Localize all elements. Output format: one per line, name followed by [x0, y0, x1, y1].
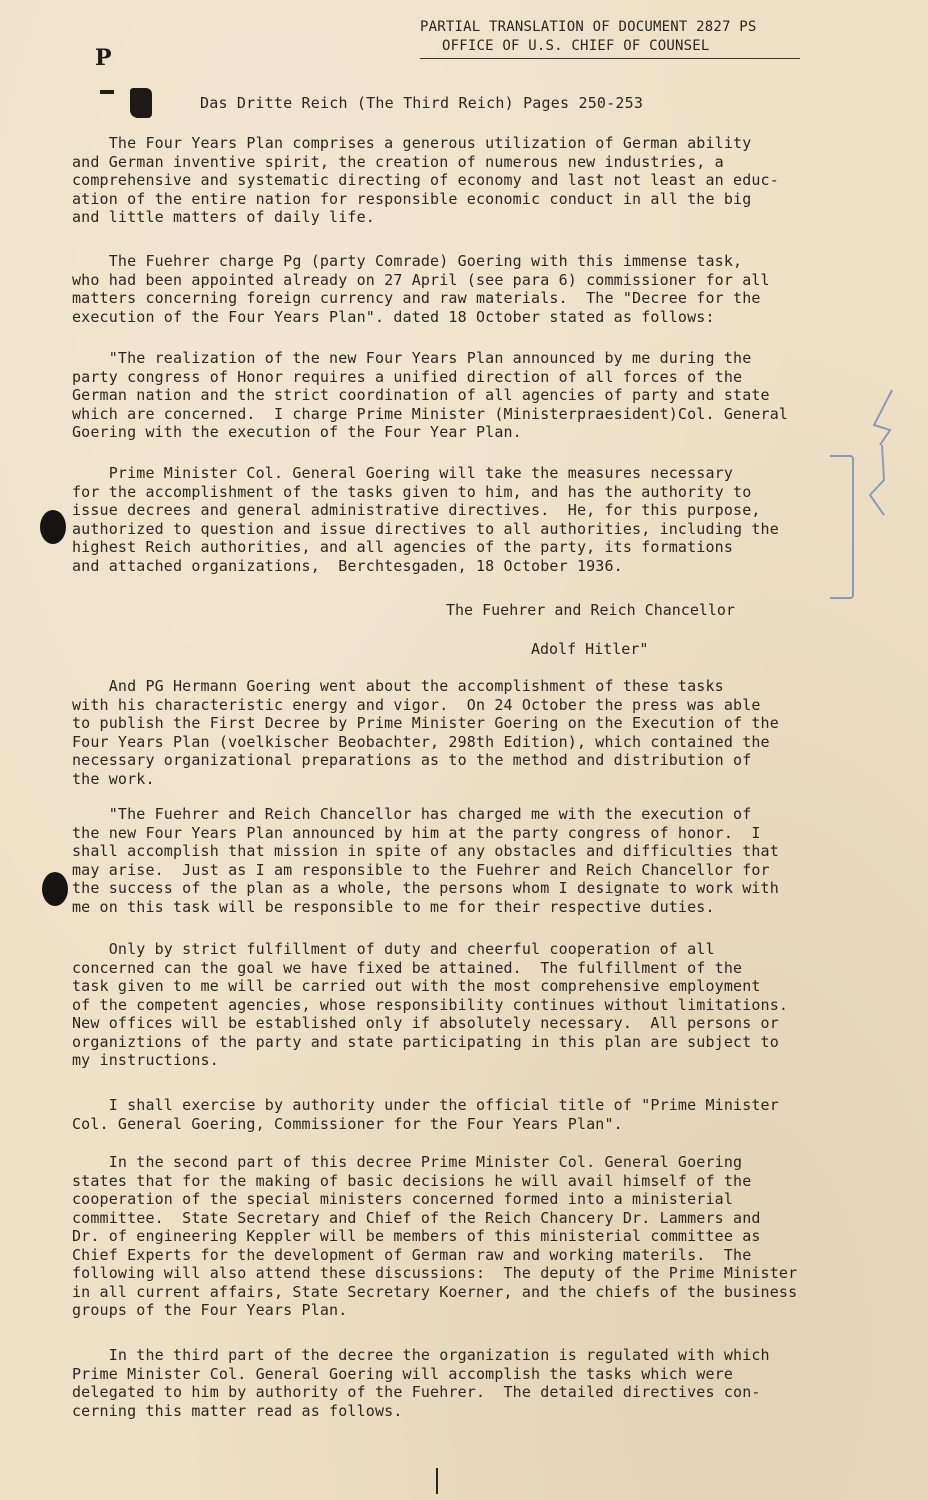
paragraph-8	[72, 1096, 832, 1133]
paragraph-9	[72, 1153, 832, 1320]
handwritten-mark: P	[95, 45, 112, 71]
paragraph-text: Prime Minister Col. General Goering will take the measures necessary for the accomplishment of the tasks given to him, and has the authority to issue decrees and general administrative directives. He, for this purpose, authorized to question and issue directives to all authorities, including the highest Reich authorities, and all agencies of the party, its formations and attached organizations, Berchtesgaden, 18 October 1936.	[72, 464, 779, 575]
paragraph-text: Only by strict fulfillment of duty and cheerful cooperation of all concerned can the goal we have fixed be attained. The fulfillment of the task given to me will be carried out with the most comprehensive employment of the competent agencies, whose responsibility continues without limitations. New offices will be established only if absolutely necessary. All persons or organiztions of the party and state participating in this plan are subject to my instructions.	[72, 940, 789, 1069]
punch-hole-top	[40, 510, 66, 544]
document-header	[420, 18, 800, 56]
paragraph-2	[72, 252, 832, 326]
paragraph-text: I shall exercise by authority under the official title of "Prime Minister Col. General Goering, Commissioner for the Four Years Plan".	[72, 1096, 779, 1133]
paragraph-text: "The Fuehrer and Reich Chancellor has charged me with the execution of the new Four Years Plan announced by him at the party congress of honor. I shall accomplish that mission in spite of any obstacles and difficulties that may arise. Just as I am responsible to the Fuehrer and Reich Chancellor for the success of the plan as a whole, the persons whom I designate to work with me on this task will be responsible to me for their respective duties.	[72, 805, 779, 916]
signature-name: Adolf Hitler"	[531, 640, 649, 658]
paragraph-text: "The realization of the new Four Years Plan announced by me during the party congress of Honor requires a unified direction of all forces of the German nation and the strict coordination of all agencies of party and state which are concerned. I charge Prime Minister (Ministerpraesident)Col. General Goering with the execution of the Four Year Plan.	[72, 349, 789, 441]
paragraph-text: The Fuehrer charge Pg (party Comrade) Goering with this immense task, who had been appointed already on 27 April (see para 6) commissioner for all matters concerning foreign currency and raw materials. The "Decree for the execution of the Four Years Plan". dated 18 October stated as follows:	[72, 252, 770, 326]
paragraph-text: The Four Years Plan comprises a generous utilization of German ability and German inventive spirit, the creation of numerous new industries, a comprehensive and systematic directing of economy and last not least an educ- ation of the entire nation for responsible economic conduct in all the big and little matters of daily life.	[72, 134, 779, 226]
paragraph-6	[72, 805, 832, 916]
header-office-line: OFFICE OF U.S. CHIEF OF COUNSEL	[442, 38, 710, 54]
paragraph-7	[72, 940, 832, 1070]
ink-dash-mark	[100, 90, 114, 94]
paragraph-text: In the second part of this decree Prime Minister Col. General Goering states that for the making of basic decisions he will avail himself of the cooperation of the special ministers concerned formed into a ministerial committee. State Secretary and Chief of the Reich Chancery Dr. Lammers and Dr. of engineering Keppler will be members of this ministerial committee as Chief Experts for the development of German raw and working materils. The following will also attend these discussions: The deputy of the Prime Minister in all current affairs, State Secretary Koerner, and the chiefs of the business groups of the Four Years Plan.	[72, 1153, 798, 1319]
paragraph-4	[72, 464, 832, 575]
paragraph-1	[72, 134, 832, 227]
paragraph-5	[72, 677, 832, 788]
document-title: Das Dritte Reich (The Third Reich) Pages 250-253	[200, 94, 644, 112]
header-translation-line: PARTIAL TRANSLATION OF DOCUMENT 2827 PS	[420, 19, 757, 35]
signature-title: The Fuehrer and Reich Chancellor	[446, 601, 735, 619]
margin-scribble-mark	[862, 385, 902, 525]
punch-hole-bottom	[42, 872, 68, 906]
paragraph-3	[72, 349, 832, 442]
margin-bracket-mark	[830, 455, 854, 599]
paragraph-10	[72, 1346, 832, 1420]
header-underline	[420, 58, 800, 59]
paragraph-text: And PG Hermann Goering went about the accomplishment of these tasks with his characteristic energy and vigor. On 24 October the press was able to publish the First Decree by Prime Minister Goering on the Execution of the Four Years Plan (voelkischer Beobachter, 298th Edition), which contained the necessary organizational preparations as to the method and distribution of the work.	[72, 677, 779, 788]
bottom-pencil-mark	[436, 1468, 438, 1494]
paragraph-text: In the third part of the decree the organization is regulated with which Prime Minister Col. General Goering will accomplish the tasks which were delegated to him by authority of the Fuehrer. The detailed directives con- cerning this matter read as follows.	[72, 1346, 770, 1420]
ink-blot-mark	[130, 88, 152, 118]
